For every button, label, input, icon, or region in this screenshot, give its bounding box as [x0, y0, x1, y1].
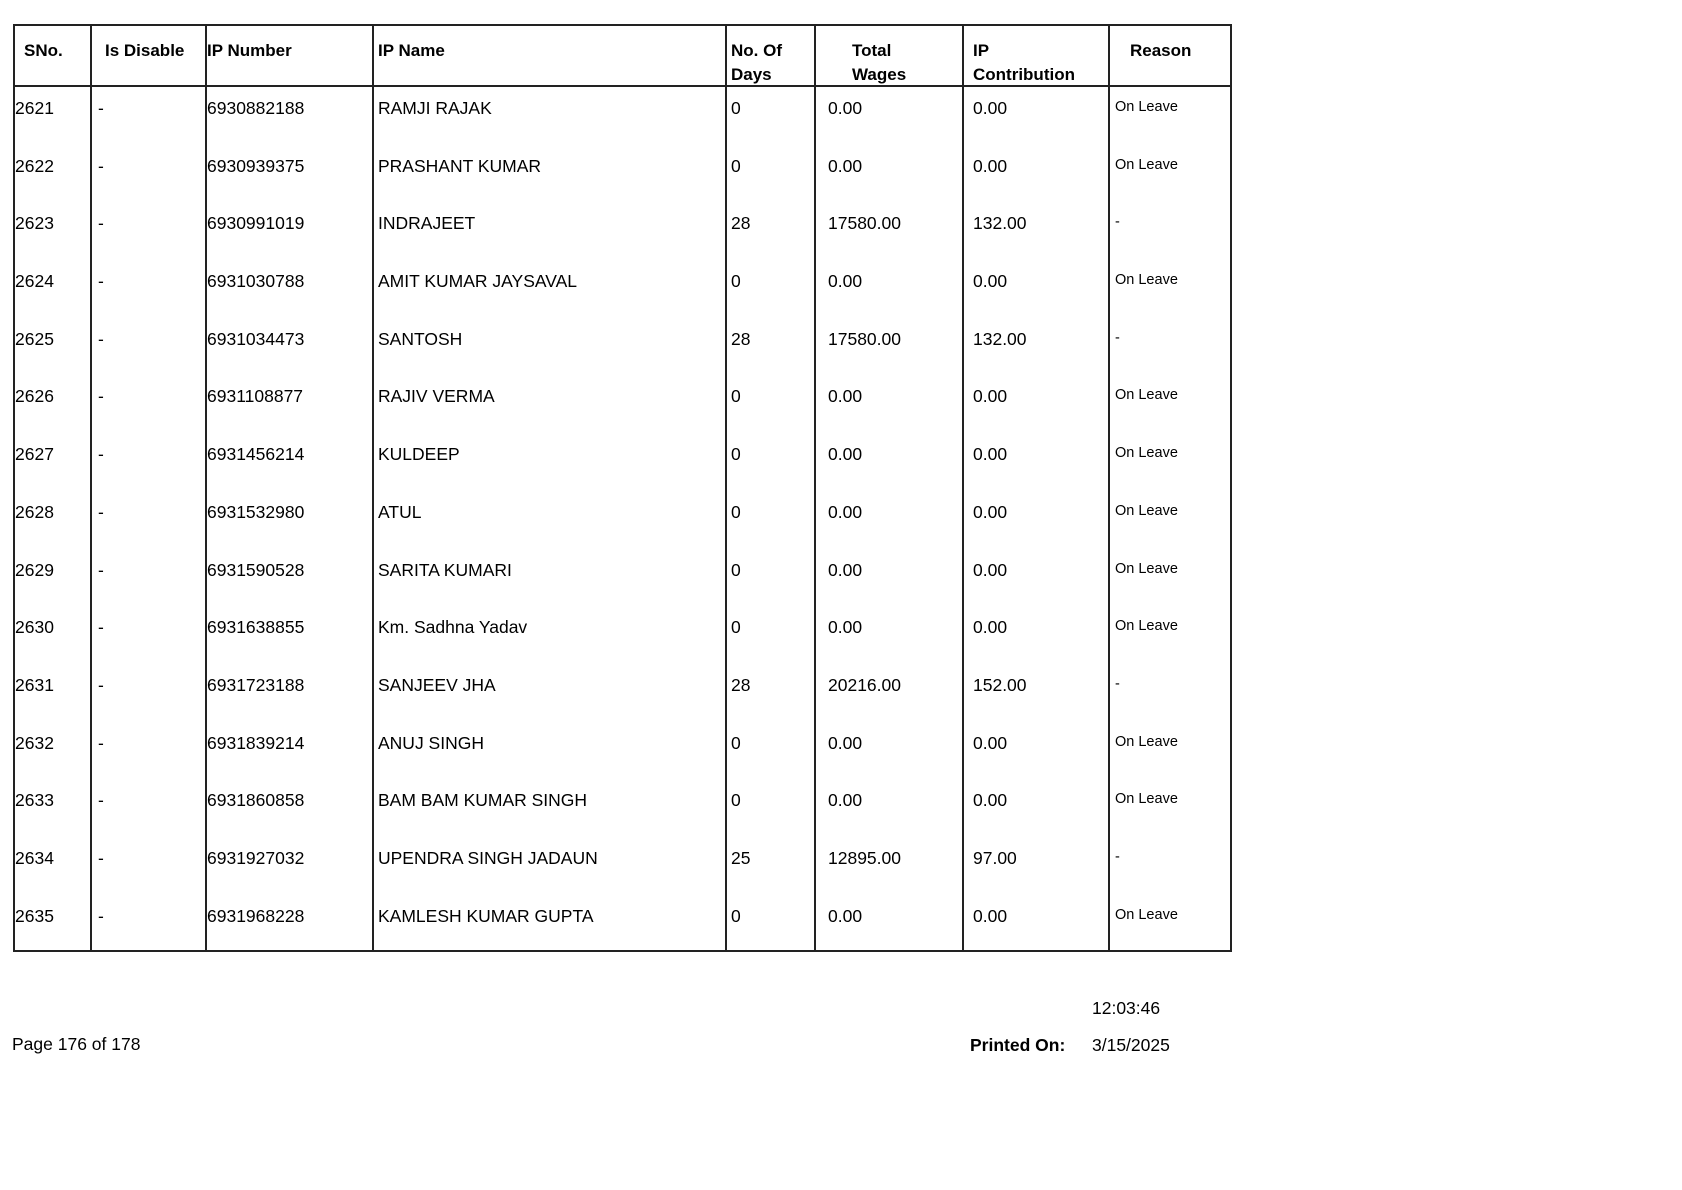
header-ip-contribution: IP Contribution	[973, 41, 1075, 84]
cell-ip-number: 6931034473	[207, 328, 305, 349]
cell-total-wages: 17580.00	[828, 213, 901, 234]
cell-ip-contribution: 97.00	[973, 847, 1017, 868]
cell-total-wages: 0.00	[828, 617, 863, 638]
cell-ip-contribution: 0.00	[973, 905, 1008, 926]
cell-no-of-days: 0	[731, 155, 741, 176]
cell-is-disable: -	[98, 674, 104, 695]
cell-no-of-days: 28	[731, 674, 751, 695]
cell-sno: 2627	[15, 444, 54, 465]
print-time: 12:03:46	[1092, 998, 1161, 1018]
cell-sno: 2630	[15, 617, 54, 638]
print-date: 3/15/2025	[1092, 1035, 1170, 1055]
cell-ip-number: 6931030788	[207, 271, 305, 292]
cell-reason: On Leave	[1115, 906, 1178, 923]
cell-total-wages: 0.00	[828, 790, 863, 811]
cell-reason: On Leave	[1115, 272, 1178, 289]
cell-ip-contribution: 0.00	[973, 617, 1008, 638]
cell-sno: 2621	[15, 98, 54, 118]
table-row	[15, 837, 1230, 895]
cell-ip-number: 6930882188	[207, 98, 305, 118]
table-row	[15, 895, 1230, 953]
cell-no-of-days: 0	[731, 790, 741, 811]
cell-reason: -	[1115, 214, 1120, 231]
cell-total-wages: 0.00	[828, 905, 863, 926]
cell-ip-contribution: 152.00	[973, 674, 1027, 695]
cell-reason: On Leave	[1115, 387, 1178, 404]
cell-total-wages: 0.00	[828, 501, 863, 522]
cell-sno: 2628	[15, 501, 54, 522]
cell-sno: 2622	[15, 155, 54, 176]
cell-is-disable: -	[98, 213, 104, 234]
cell-is-disable: -	[98, 155, 104, 176]
cell-ip-contribution: 0.00	[973, 501, 1008, 522]
cell-sno: 2624	[15, 271, 54, 292]
cell-ip-name: PRASHANT KUMAR	[378, 155, 542, 176]
cell-reason: On Leave	[1115, 156, 1178, 173]
cell-sno: 2635	[15, 905, 54, 926]
cell-total-wages: 0.00	[828, 155, 863, 176]
cell-ip-number: 6930991019	[207, 213, 305, 234]
header-reason: Reason	[1130, 41, 1192, 60]
cell-total-wages: 20216.00	[828, 674, 901, 695]
cell-no-of-days: 0	[731, 559, 741, 580]
cell-sno: 2632	[15, 732, 54, 753]
cell-sno: 2625	[15, 328, 54, 349]
header-ip-name: IP Name	[378, 41, 445, 60]
cell-ip-contribution: 0.00	[973, 790, 1008, 811]
cell-reason: On Leave	[1115, 560, 1178, 577]
table-row	[15, 606, 1230, 664]
cell-reason: On Leave	[1115, 99, 1178, 115]
cell-no-of-days: 0	[731, 271, 741, 292]
cell-ip-name: SANTOSH	[378, 328, 463, 349]
cell-ip-name: RAMJI RAJAK	[378, 98, 492, 118]
cell-ip-number: 6931456214	[207, 444, 305, 465]
printed-on-label: Printed On:	[970, 1035, 1066, 1055]
header-no-of-days: No. Of Days	[731, 41, 782, 84]
cell-sno: 2634	[15, 847, 54, 868]
cell-no-of-days: 28	[731, 328, 751, 349]
cell-no-of-days: 0	[731, 905, 741, 926]
table-row	[15, 779, 1230, 837]
cell-total-wages: 12895.00	[828, 847, 901, 868]
cell-ip-name: SARITA KUMARI	[378, 559, 512, 580]
header-is-disable: Is Disable	[105, 41, 185, 60]
cell-sno: 2623	[15, 213, 54, 234]
cell-is-disable: -	[98, 559, 104, 580]
header-total-wages: Total Wages	[852, 41, 907, 84]
cell-no-of-days: 0	[731, 444, 741, 465]
cell-total-wages: 0.00	[828, 271, 863, 292]
table-row	[15, 549, 1230, 607]
cell-ip-contribution: 0.00	[973, 444, 1008, 465]
cell-no-of-days: 0	[731, 98, 741, 118]
cell-ip-contribution: 0.00	[973, 98, 1008, 118]
cell-no-of-days: 0	[731, 501, 741, 522]
cell-reason: -	[1115, 329, 1120, 346]
table-row	[15, 433, 1230, 491]
cell-total-wages: 17580.00	[828, 328, 901, 349]
cell-ip-number: 6931108877	[207, 386, 304, 407]
cell-no-of-days: 25	[731, 847, 751, 868]
cell-ip-number: 6930939375	[207, 155, 305, 176]
cell-is-disable: -	[98, 386, 104, 407]
cell-is-disable: -	[98, 444, 104, 465]
table-row	[15, 664, 1230, 722]
header-sno: SNo.	[24, 41, 63, 60]
cell-ip-number: 6931590528	[207, 559, 305, 580]
cell-is-disable: -	[98, 790, 104, 811]
cell-total-wages: 0.00	[828, 559, 863, 580]
cell-reason: On Leave	[1115, 791, 1178, 808]
table-row	[15, 491, 1230, 549]
cell-ip-name: BAM BAM KUMAR SINGH	[378, 790, 588, 811]
cell-ip-name: ANUJ SINGH	[378, 732, 484, 753]
cell-is-disable: -	[98, 271, 104, 292]
ip-contribution-table	[13, 24, 1232, 952]
cell-ip-number: 6931839214	[207, 732, 305, 753]
cell-ip-name: SANJEEV JHA	[378, 674, 496, 695]
table-row	[15, 260, 1230, 318]
cell-no-of-days: 28	[731, 213, 751, 234]
header-ip-number: IP Number	[207, 41, 292, 60]
cell-reason: On Leave	[1115, 618, 1178, 635]
cell-no-of-days: 0	[731, 386, 741, 407]
table-row	[15, 202, 1230, 260]
cell-ip-contribution: 0.00	[973, 271, 1008, 292]
cell-is-disable: -	[98, 501, 104, 522]
cell-ip-number: 6931927032	[207, 847, 305, 868]
page-number: Page 176 of 178	[12, 1034, 141, 1054]
table-row	[15, 318, 1230, 376]
cell-ip-name: KULDEEP	[378, 444, 460, 465]
cell-ip-name: INDRAJEET	[378, 213, 476, 234]
table-row	[15, 87, 1230, 145]
cell-ip-number: 6931532980	[207, 501, 305, 522]
cell-ip-number: 6931638855	[207, 617, 305, 638]
table-row	[15, 722, 1230, 780]
cell-reason: On Leave	[1115, 733, 1178, 750]
cell-reason: -	[1115, 848, 1120, 865]
cell-no-of-days: 0	[731, 617, 741, 638]
cell-total-wages: 0.00	[828, 98, 863, 118]
cell-total-wages: 0.00	[828, 444, 863, 465]
cell-ip-contribution: 132.00	[973, 213, 1027, 234]
cell-is-disable: -	[98, 732, 104, 753]
cell-sno: 2633	[15, 790, 54, 811]
cell-ip-name: AMIT KUMAR JAYSAVAL	[378, 271, 578, 292]
cell-ip-number: 6931860858	[207, 790, 305, 811]
cell-is-disable: -	[98, 328, 104, 349]
cell-ip-contribution: 0.00	[973, 732, 1008, 753]
cell-ip-number: 6931968228	[207, 905, 305, 926]
cell-is-disable: -	[98, 617, 104, 638]
cell-reason: On Leave	[1115, 445, 1178, 462]
cell-ip-contribution: 0.00	[973, 559, 1008, 580]
cell-is-disable: -	[98, 98, 104, 118]
table-body	[15, 87, 1230, 952]
cell-ip-name: ATUL	[378, 501, 422, 522]
cell-ip-contribution: 132.00	[973, 328, 1027, 349]
table-row	[15, 375, 1230, 433]
cell-total-wages: 0.00	[828, 386, 863, 407]
cell-total-wages: 0.00	[828, 732, 863, 753]
cell-sno: 2629	[15, 559, 54, 580]
cell-sno: 2626	[15, 386, 54, 407]
cell-ip-name: RAJIV VERMA	[378, 386, 495, 407]
cell-reason: On Leave	[1115, 502, 1178, 519]
cell-ip-name: Km. Sadhna Yadav	[378, 617, 528, 638]
cell-ip-number: 6931723188	[207, 674, 305, 695]
cell-ip-name: KAMLESH KUMAR GUPTA	[378, 905, 594, 926]
cell-sno: 2631	[15, 674, 54, 695]
cell-no-of-days: 0	[731, 732, 741, 753]
cell-reason: -	[1115, 675, 1120, 692]
cell-is-disable: -	[98, 847, 104, 868]
cell-ip-name: UPENDRA SINGH JADAUN	[378, 847, 598, 868]
cell-is-disable: -	[98, 905, 104, 926]
cell-ip-contribution: 0.00	[973, 386, 1008, 407]
cell-ip-contribution: 0.00	[973, 155, 1008, 176]
table-row	[15, 145, 1230, 203]
